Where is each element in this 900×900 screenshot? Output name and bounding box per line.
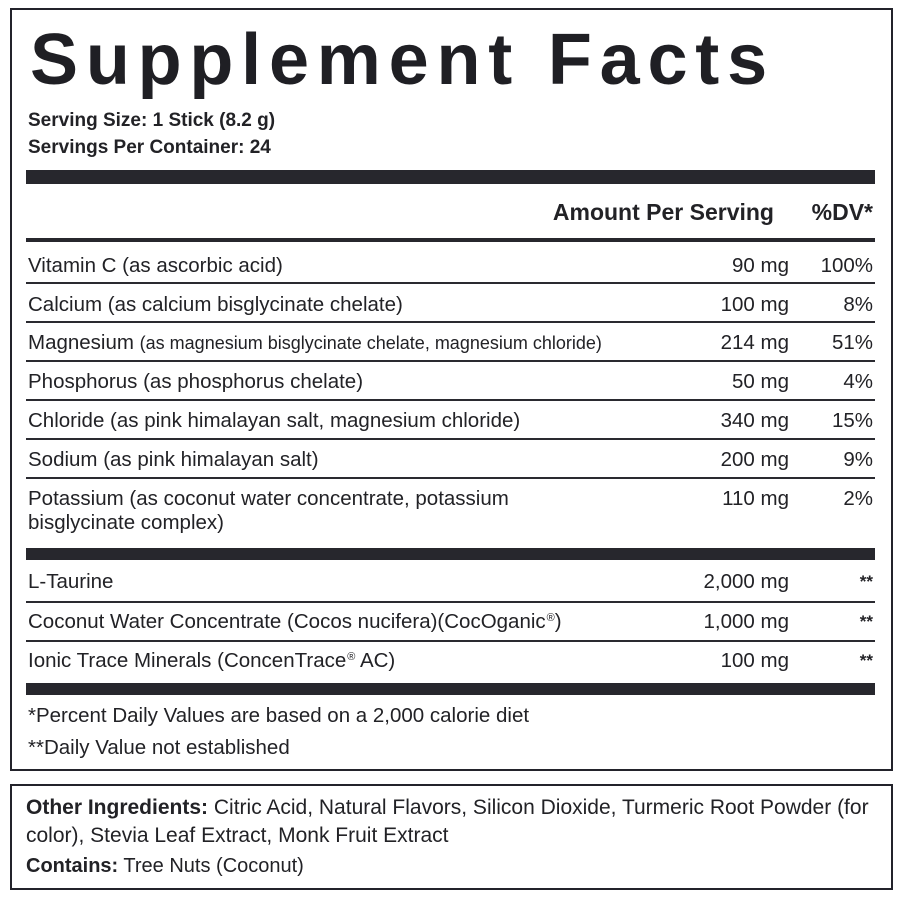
nutrient-amount: 50 mg [732,370,789,393]
ingredient-dv: ** [859,651,873,670]
contains-label: Contains: [26,855,119,877]
row-divider [26,640,875,642]
medium-divider [26,238,875,242]
nutrient-name: Sodium (as pink himalayan salt) [28,448,319,471]
nutrient-amount: 110 mg [722,487,789,510]
nutrient-name: Potassium (as coconut water concentrate, potassium bisglycinate complex) [28,487,509,534]
contains-statement [26,854,304,878]
thick-divider [26,548,875,560]
other-ingredients [26,794,881,850]
nutrient-amount: 214 mg [720,331,789,354]
serving-size: Serving Size: 1 Stick (8.2 g) [28,110,276,131]
ingredient-name [28,610,688,637]
row-divider [26,601,875,603]
nutrient-amount: 200 mg [720,448,789,471]
other-ingredients-panel [10,784,893,890]
nutrient-name: Vitamin C (as ascorbic acid) [28,254,283,277]
nutrient-dv: 2% [843,487,873,510]
row-divider [26,399,875,401]
other-ingredients-label: Other Ingredients: [26,796,209,819]
other-ingredients-text: Citric Acid, Natural Flavors, Silicon Dioxide, Turmeric Root Powder (for color), Stevia Leaf Extract, Monk Fruit Extract [26,796,869,847]
header-percent-dv: %DV* [811,199,873,225]
nutrient-name: Chloride (as pink himalayan salt, magnesium chloride) [28,409,521,432]
nutrient-name-main: Magnesium [28,331,134,354]
row-divider [26,282,875,284]
ingredient-amount: 100 mg [720,649,789,672]
nutrient-name-detail: (as magnesium bisglycinate chelate, magnesium chloride) [139,333,602,353]
ingredient-name [28,649,688,676]
contains-text: Tree Nuts (Coconut) [118,855,304,877]
row-divider [26,477,875,479]
servings-per-container: Servings Per Container: 24 [28,137,271,158]
nutrient-name: Calcium (as calcium bisglycinate chelate) [28,293,403,316]
nutrient-name: Phosphorus (as phosphorus chelate) [28,370,364,393]
panel-title: Supplement Facts [30,20,775,100]
supplement-facts-panel [10,8,893,771]
ingredient-amount: 1,000 mg [703,610,789,633]
registered-mark: ® [546,612,555,624]
nutrient-dv: 51% [831,331,873,354]
ingredient-name: L-Taurine [28,570,114,593]
ingredient-dv: ** [859,612,873,631]
ingredient-name-text: Ionic Trace Minerals (ConcenTrace [28,649,347,672]
nutrient-amount: 340 mg [720,409,789,432]
header-amount-per-serving: Amount Per Serving [552,199,774,225]
row-divider [26,360,875,362]
nutrient-dv: 4% [843,370,873,393]
nutrient-dv: 100% [820,254,873,277]
nutrient-dv: 9% [843,448,873,471]
nutrient-amount: 90 mg [732,254,789,277]
nutrient-amount: 100 mg [720,293,789,316]
ingredient-dv: ** [859,572,873,591]
row-divider [26,321,875,323]
footnote-daily-values: *Percent Daily Values are based on a 2,000 calorie diet [28,704,530,727]
ingredient-amount: 2,000 mg [703,570,789,593]
thick-divider [26,683,875,695]
thick-divider [26,170,875,184]
nutrient-dv: 8% [843,293,873,316]
ingredient-name-text: Coconut Water Concentrate (Cocos nucifera)(CocOganic [28,610,546,633]
registered-mark: ® [347,651,356,663]
footnote-not-established: **Daily Value not established [28,736,290,759]
row-divider [26,438,875,440]
ingredient-name-end: AC) [355,649,396,672]
nutrient-name [28,331,688,355]
nutrient-dv: 15% [831,409,873,432]
ingredient-name-end: ) [554,610,562,633]
